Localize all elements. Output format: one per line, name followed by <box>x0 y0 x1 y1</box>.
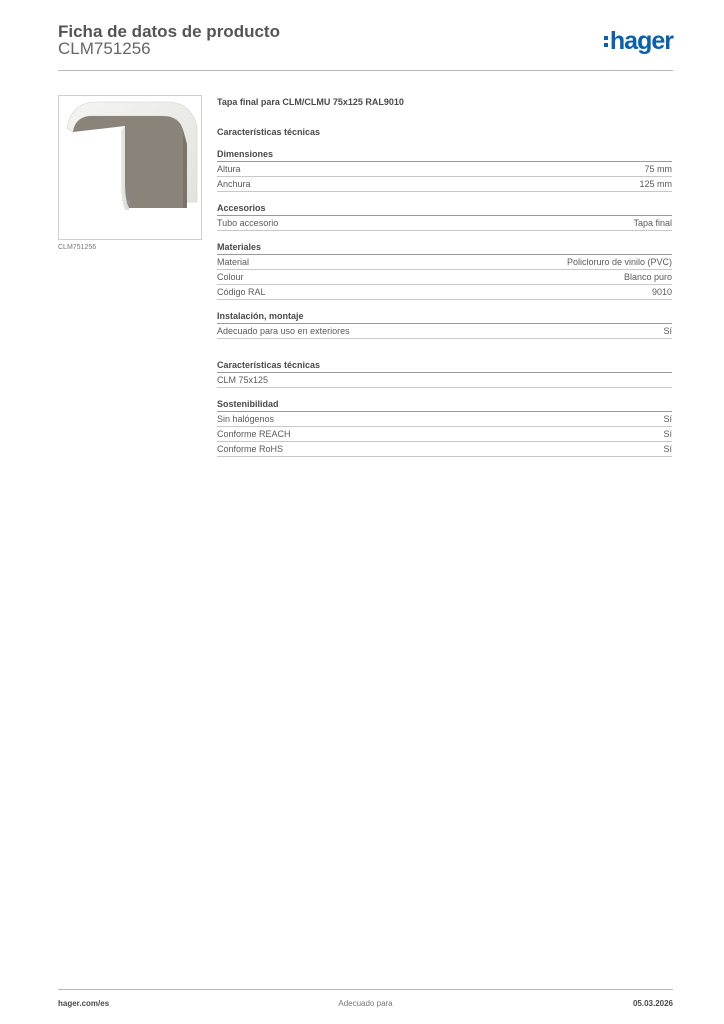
spec-row <box>217 427 672 442</box>
section-title: Sostenibilidad <box>217 398 672 412</box>
footer-center-text: Adecuado para <box>338 999 393 1008</box>
spec-label: Material <box>217 257 250 267</box>
logo-colon-icon <box>604 36 608 47</box>
spec-label: Adecuado para uso en exteriores <box>217 326 350 336</box>
spec-row <box>217 442 672 457</box>
spec-row <box>217 216 672 231</box>
spec-row <box>217 177 672 192</box>
section-title: Accesorios <box>217 202 672 216</box>
spec-label: Sin halógenos <box>217 414 275 424</box>
spec-row <box>217 412 672 427</box>
spec-section <box>217 359 672 388</box>
spec-label: Colour <box>217 272 244 282</box>
spec-section <box>217 241 672 300</box>
spec-label: Conforme RoHS <box>217 444 284 454</box>
spec-row <box>217 255 672 270</box>
spec-section <box>217 398 672 457</box>
logo-text: hager <box>609 26 673 55</box>
spec-label: Conforme REACH <box>217 429 291 439</box>
spec-row <box>217 270 672 285</box>
spec-panel <box>217 96 672 457</box>
section-title: Instalación, montaje <box>217 310 672 324</box>
spec-label: Anchura <box>217 179 251 189</box>
spec-label: Tubo accesorio <box>217 218 279 228</box>
page-footer <box>58 989 673 1014</box>
spec-value: Sí <box>663 444 672 454</box>
image-caption: CLM751256 <box>58 244 97 251</box>
spec-value: Policloruro de vinilo (PVC) <box>566 257 672 267</box>
footer-date: 05.03.2026 <box>632 999 673 1008</box>
spec-row <box>217 162 672 177</box>
spec-row <box>217 324 672 339</box>
spec-value: 75 mm <box>644 164 672 174</box>
spec-section <box>217 310 672 339</box>
spec-label: Altura <box>217 164 241 174</box>
hager-logo <box>604 27 673 55</box>
spec-section <box>217 202 672 231</box>
section-title: Materiales <box>217 241 672 255</box>
spec-row <box>217 373 672 388</box>
footer-website: hager.com/es <box>58 999 110 1008</box>
spec-sections <box>217 148 672 457</box>
product-code: CLM751256 <box>58 39 151 58</box>
spec-value: Sí <box>663 414 672 424</box>
spec-value: 9010 <box>651 287 672 297</box>
section-title: Características técnicas <box>217 359 672 373</box>
spec-value: Sí <box>663 326 672 336</box>
page-header <box>58 22 673 71</box>
spec-value: Sí <box>663 429 672 439</box>
spec-value: 125 mm <box>639 179 672 189</box>
spec-row <box>217 285 672 300</box>
spec-value: Tapa final <box>633 218 672 228</box>
product-image <box>58 95 202 240</box>
spec-label: Código RAL <box>217 287 266 297</box>
spec-value: Blanco puro <box>623 272 672 282</box>
spec-heading: Características técnicas <box>217 127 321 137</box>
spec-section <box>217 148 672 192</box>
end-cap-product-photo-icon <box>59 96 201 239</box>
document-title: Ficha de datos de producto <box>58 22 280 41</box>
section-title: Dimensiones <box>217 148 672 162</box>
product-description: Tapa final para CLM/CLMU 75x125 RAL9010 <box>217 97 404 107</box>
spec-label: CLM 75x125 <box>217 375 269 385</box>
